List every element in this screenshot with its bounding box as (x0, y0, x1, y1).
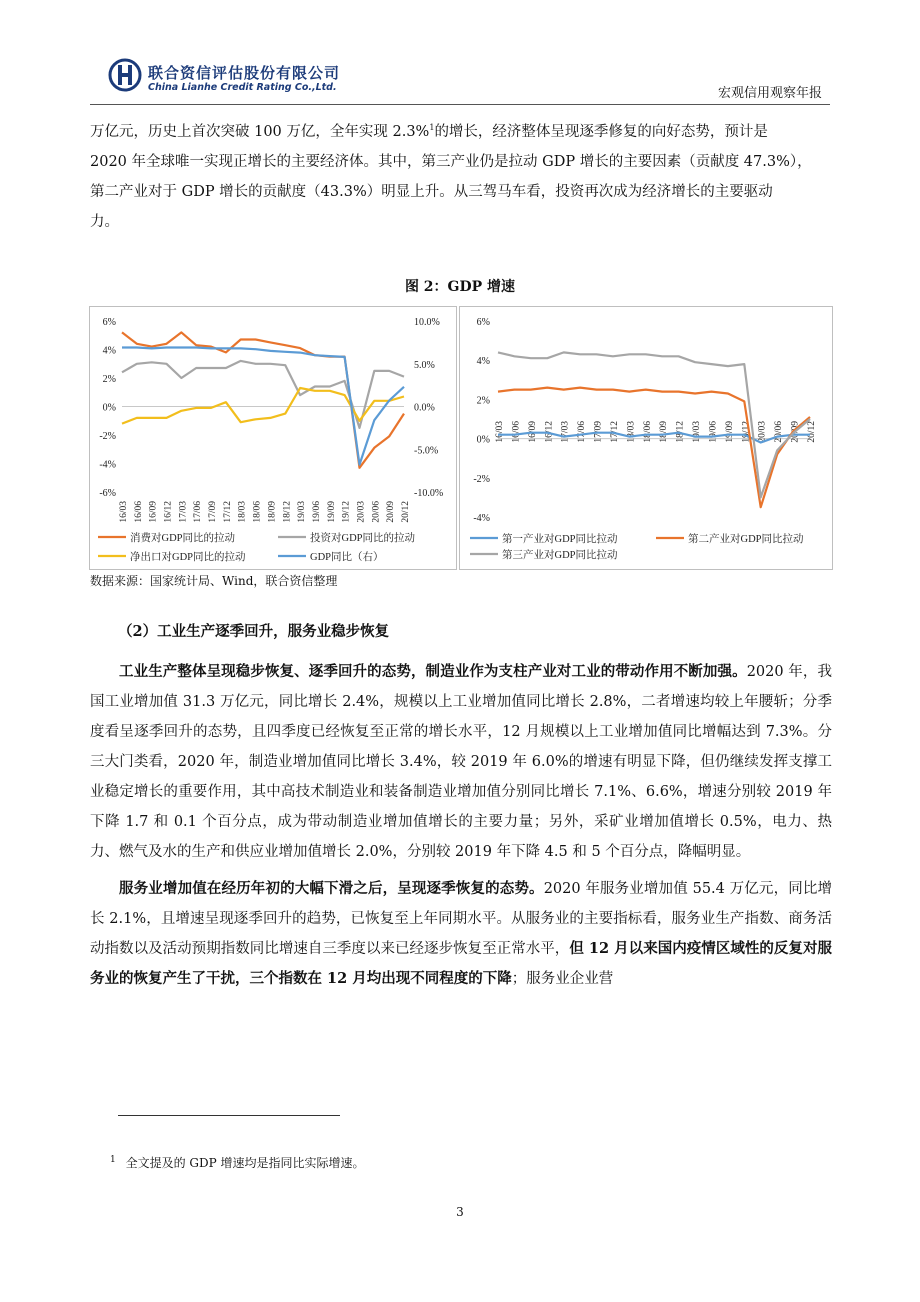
intro-line: 2020 年全球唯一实现正增长的主要经济体。其中，第三产业仍是拉动 GDP 增长的主要因素（贡献度 47.3%）， (90, 154, 812, 170)
chart-industry (460, 307, 832, 569)
y2-tick-label: 5.0% (414, 359, 435, 371)
x-tick-label: 19/03 (297, 501, 308, 523)
x-tick-label: 19/06 (708, 421, 719, 443)
paragraph-body: 2020 年服务业增加值 55.4 万亿元，同比增长 2.1%，且增速呈现逐季回升的趋势，已恢复至上年同期水平。从服务业的主要指标看，服务业生产指数、商务活动指数以及活动预期指数同比增速自三季度以来已经逐步恢复至正常水平， (90, 881, 833, 957)
y2-tick-label: -5.0% (414, 445, 439, 457)
company-name-en: China Lianhe Credit Rating Co.,Ltd. (148, 82, 337, 93)
page-header (90, 58, 830, 108)
y-tick-label: -4% (473, 513, 490, 524)
y-tick-label: 0% (476, 434, 490, 446)
intro-line: 的增长，经济整体呈现逐季修复的向好态势，预计是 (434, 124, 768, 140)
section-body (90, 657, 832, 994)
legend-label: 净出口对GDP同比的拉动 (130, 552, 246, 563)
x-tick-label: 20/12 (807, 421, 817, 443)
intro-line: 万亿元，历史上首次突破 100 万亿，全年实现 2.3% (90, 124, 430, 140)
x-tick-label: 20/06 (774, 421, 785, 443)
chart-demand (90, 307, 456, 569)
series-line (122, 388, 404, 424)
x-tick-label: 18/09 (659, 421, 670, 443)
footnote-text: 全文提及的 GDP 增速均是指同比实际增速。 (125, 1156, 365, 1170)
chart-industry-frame (459, 306, 833, 570)
y2-tick-label: 0.0% (414, 402, 435, 414)
intro-paragraph (90, 117, 832, 237)
x-tick-label: 20/09 (386, 501, 397, 523)
chart-demand-frame (89, 306, 457, 570)
legend-label: 消费对GDP同比的拉动 (130, 533, 236, 544)
header-divider (90, 104, 830, 105)
x-tick-label: 17/06 (577, 421, 588, 443)
x-tick-label: 17/09 (208, 501, 219, 523)
footnote (110, 1154, 364, 1171)
x-tick-label: 17/12 (222, 501, 233, 523)
y-tick-label: 2% (476, 395, 490, 407)
y-tick-label: 4% (102, 345, 116, 357)
intro-line: 力。 (90, 214, 119, 230)
y-tick-label: 6% (102, 317, 116, 328)
x-tick-label: 17/03 (560, 421, 571, 443)
paragraph-emphasis: 但 12 月以来国内疫情区域性的反复对服务业的恢复产生了干扰，三个指数在 12 月均出现不同程度的下降 (90, 940, 833, 987)
paragraph-industry (90, 657, 832, 867)
company-logo-icon (108, 58, 142, 92)
x-tick-label: 18/03 (237, 501, 248, 523)
x-tick-label: 16/09 (148, 501, 159, 523)
legend-label: 第一产业对GDP同比拉动 (502, 534, 618, 545)
x-tick-label: 20/03 (757, 421, 768, 443)
x-tick-label: 19/06 (311, 501, 322, 523)
y-tick-label: 4% (476, 356, 490, 368)
company-name-cn: 联合资信评估股份有限公司 (148, 64, 341, 82)
x-tick-label: 16/06 (511, 421, 522, 443)
x-tick-label: 20/03 (356, 501, 367, 523)
y-tick-label: -2% (473, 473, 490, 485)
footnote-mark: 1 (110, 1155, 116, 1165)
paragraph-lead: 服务业增加值在经历年初的大幅下滑之后，呈现逐季恢复的态势。 (119, 880, 544, 897)
x-tick-label: 19/03 (692, 421, 703, 443)
x-tick-label: 16/12 (544, 421, 555, 443)
x-tick-label: 16/03 (495, 421, 505, 443)
section-heading: （2）工业生产逐季回升，服务业稳步恢复 (118, 623, 390, 640)
series-line (122, 332, 404, 467)
paragraph-body: 2020 年，我国工业增加值 31.3 万亿元，同比增长 2.4%，规模以上工业增加值同比增长 2.8%，二者增速均较上年腰斩；分季度看呈逐季回升的态势，且四季度已经恢复至正常的增长水平，12 月规模以上工业增加值同比增幅达到 7.3%。分三大门类看，2020 年，制造业增加值同比增长 3.4%，较 2019 年 6.0%的增速有明显下降，但仍继续发挥支撑工业稳定增长的重要作用，其中高技术制造业和装备制造业增加值分别同比增长 7.1%、6.6%，增速分别较 2019 年下降 1.7 和 0.1 个百分点，成为带动制造业增加值增长的主要力量；另外，采矿业增加值增长 0.5%，电力、热力、燃气及水的生产和供应业增加值增长 2.0%，分别较 2019 年下降 4.5 和 5 个百分点，降幅明显。 (90, 664, 832, 860)
figure-title: 图 2：GDP 增速 (404, 279, 516, 295)
x-tick-label: 17/06 (193, 501, 204, 523)
x-tick-label: 20/09 (790, 421, 801, 443)
paragraph-lead: 工业生产整体呈现稳步恢复、逐季回升的态势，制造业作为支柱产业对工业的带动作用不断加强。 (119, 663, 747, 680)
data-source: 数据来源：国家统计局、Wind，联合资信整理 (90, 574, 338, 588)
x-tick-label: 19/09 (326, 501, 337, 523)
x-tick-label: 18/06 (252, 501, 263, 523)
x-tick-label: 18/06 (642, 421, 653, 443)
footnote-divider (118, 1115, 340, 1116)
y-tick-label: -2% (99, 431, 116, 442)
x-tick-label: 19/12 (341, 501, 352, 523)
y-tick-label: -6% (99, 488, 116, 499)
y2-tick-label: -10.0% (414, 488, 444, 499)
x-tick-label: 18/12 (282, 501, 293, 523)
paragraph-body: ；服务业企业营 (511, 971, 614, 987)
x-tick-label: 16/12 (163, 501, 174, 523)
x-tick-label: 19/09 (724, 421, 735, 443)
x-tick-label: 20/12 (401, 501, 411, 523)
y-tick-label: 6% (476, 317, 490, 328)
legend-label: 第二产业对GDP同比拉动 (688, 534, 804, 545)
y-tick-label: -4% (99, 459, 116, 471)
x-tick-label: 16/06 (133, 501, 144, 523)
x-tick-label: 16/03 (119, 501, 129, 523)
intro-line: 第二产业对于 GDP 增长的贡献度（43.3%）明显上升。从三驾马车看，投资再次成为经济增长的主要驱动 (90, 184, 773, 200)
x-tick-label: 20/06 (371, 501, 382, 523)
report-name: 宏观信用观察年报 (717, 86, 822, 101)
y-tick-label: 2% (102, 374, 116, 385)
x-tick-label: 18/03 (626, 421, 637, 443)
x-tick-label: 17/12 (609, 421, 620, 443)
x-tick-label: 17/09 (593, 421, 604, 443)
legend-label: 第三产业对GDP同比拉动 (502, 550, 618, 561)
x-tick-label: 19/12 (741, 421, 752, 443)
footnote-ref[interactable]: 1 (429, 123, 435, 133)
paragraph-services (90, 874, 832, 994)
legend-label: GDP同比（右） (310, 552, 384, 563)
x-tick-label: 18/09 (267, 501, 278, 523)
x-tick-label: 18/12 (675, 421, 686, 443)
x-tick-label: 16/09 (527, 421, 538, 443)
legend-label: 投资对GDP同比的拉动 (310, 533, 416, 544)
y-tick-label: 0% (102, 402, 116, 414)
x-tick-label: 17/03 (178, 501, 189, 523)
page-number: 3 (456, 1205, 464, 1219)
y2-tick-label: 10.0% (414, 317, 440, 328)
